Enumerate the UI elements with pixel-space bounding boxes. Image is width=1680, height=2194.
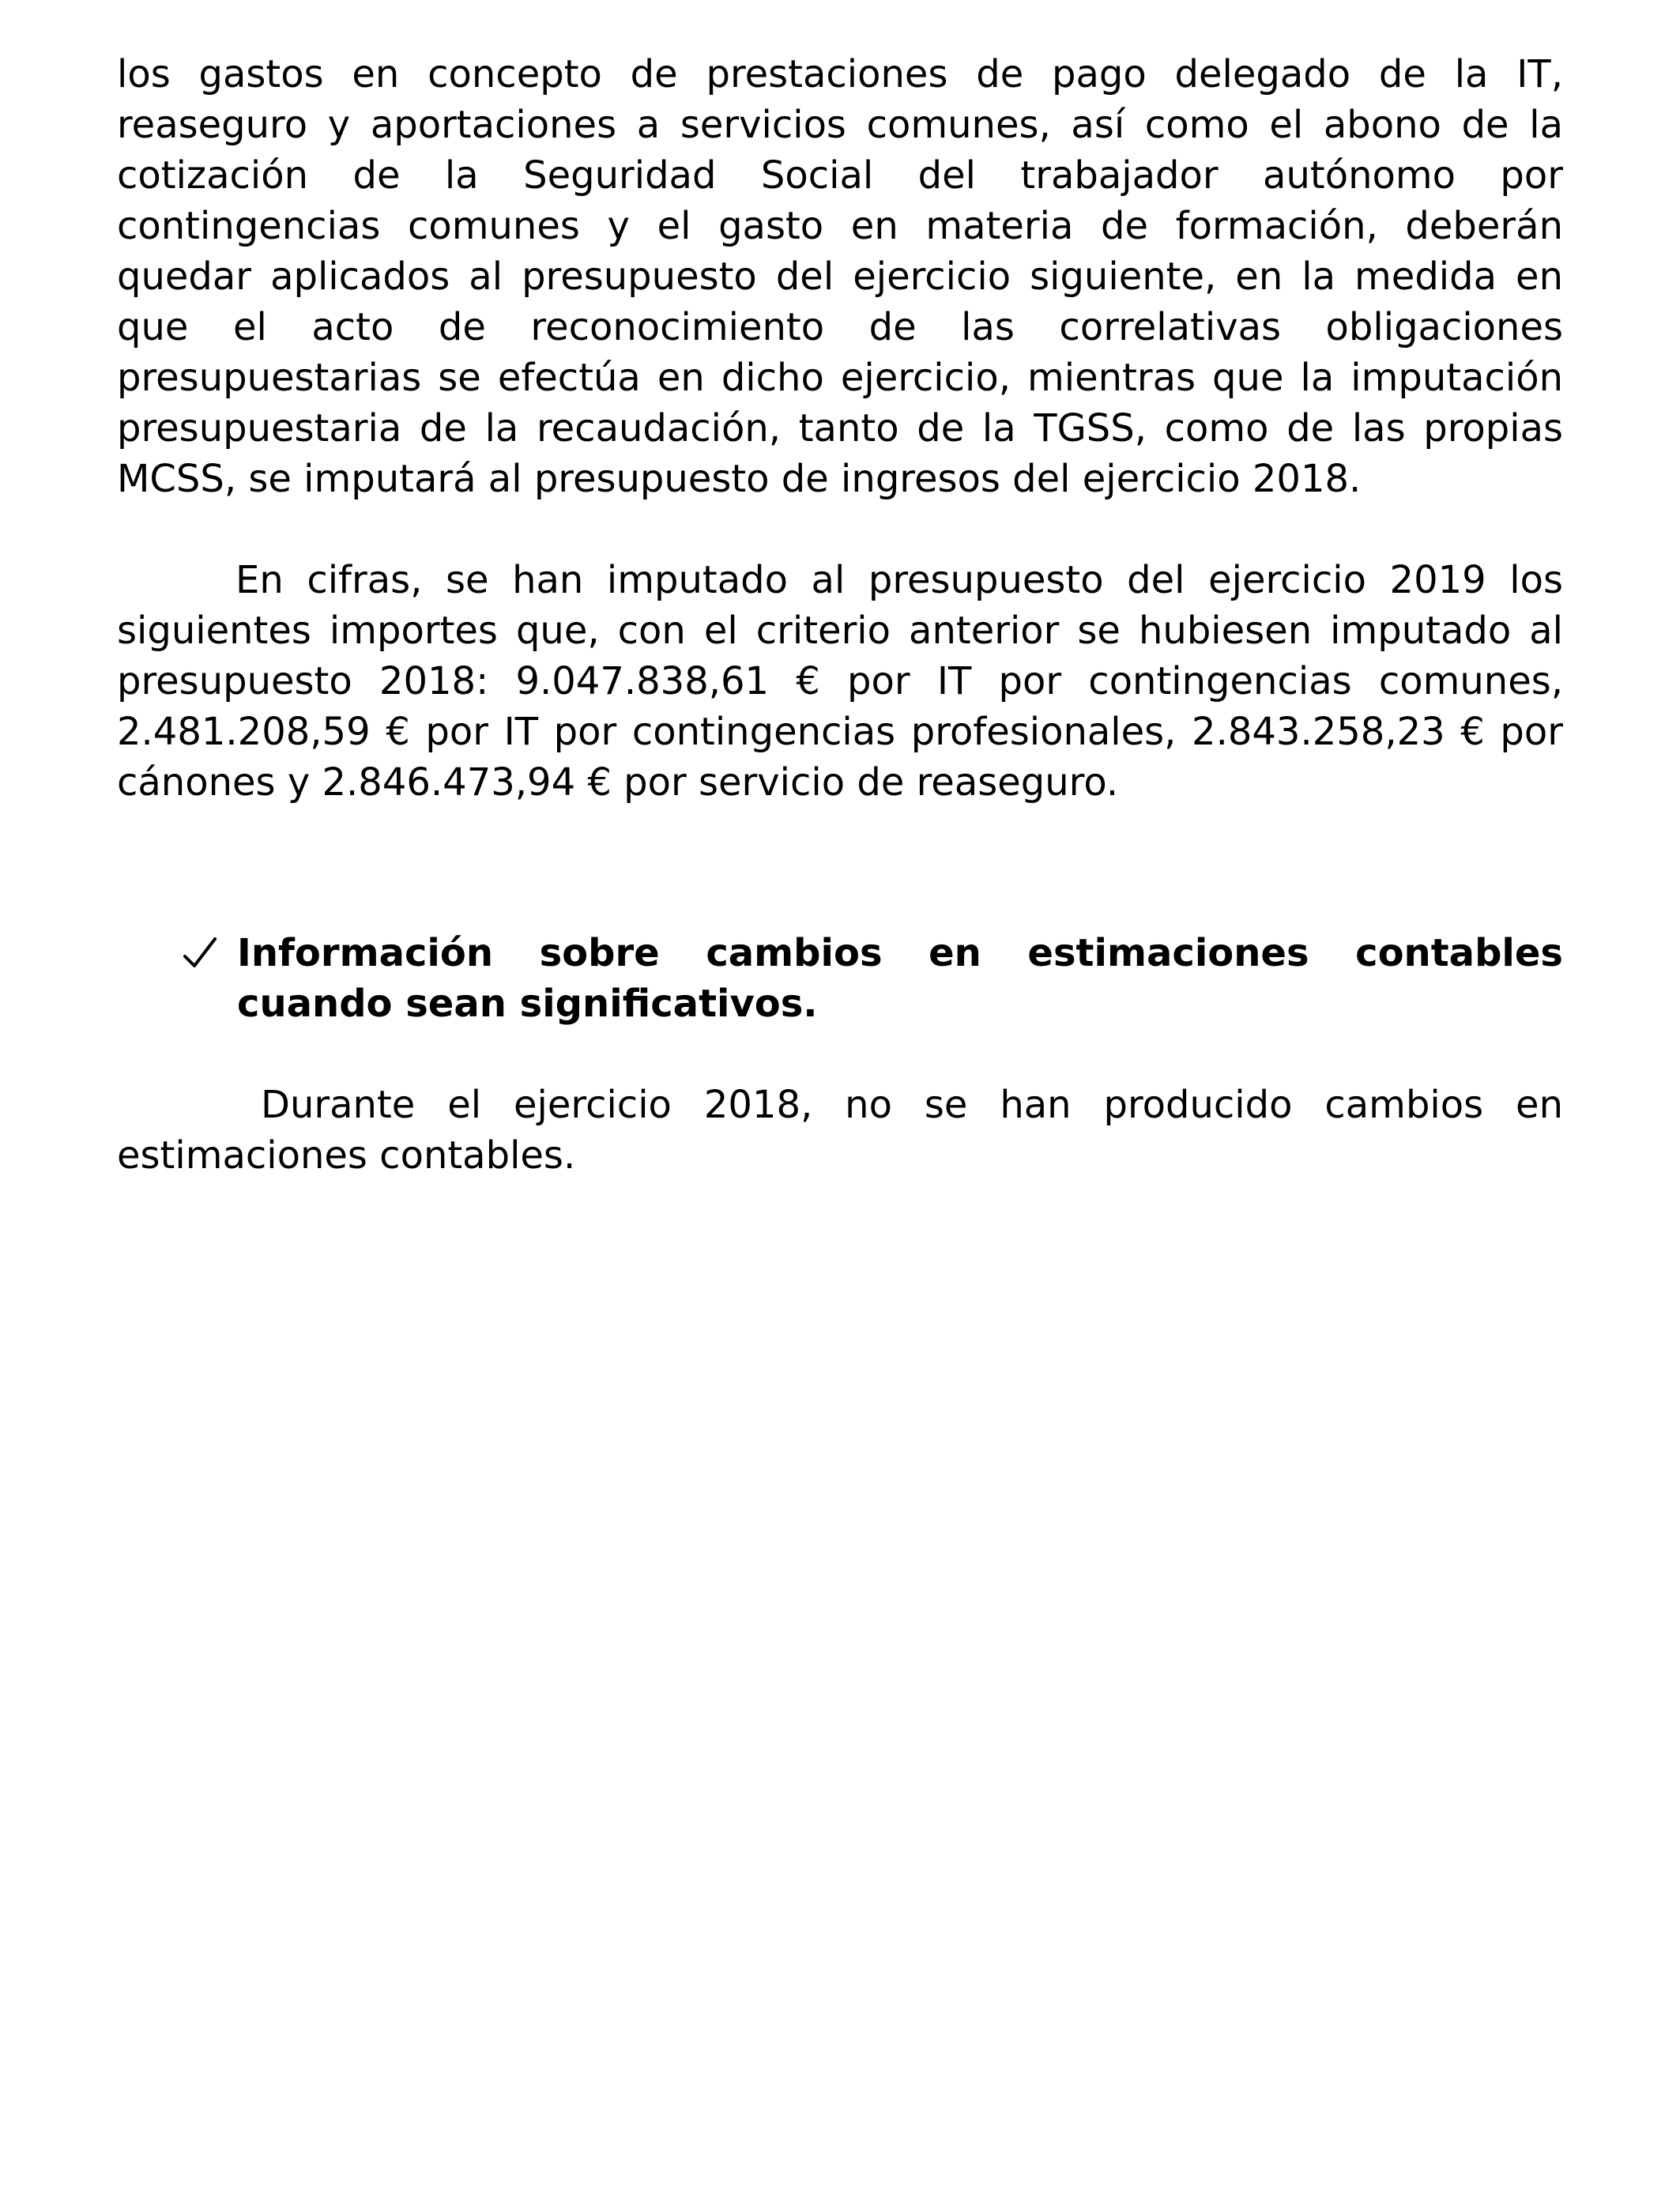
section-heading: Información sobre cambios en estimaciones contables cuando sean significativos. [237,931,1563,1026]
section-bullet [117,928,1563,1029]
paragraph-figures: En cifras, se han imputado al presupuesto del ejercicio 2019 los siguientes importes que, con el criterio anterior se hubiesen imputado al presupuesto 2018: 9.047.838,61 € por IT por contingencias comunes, 2.481.208,59 € por IT por contingencias profesionales, 2.843.258,23 € por cánones y 2.846.473,94 € por servicio de reaseguro. [117,558,1563,805]
paragraph-continuation: los gastos en concepto de prestaciones de pago delegado de la IT, reaseguro y aportaciones a servicios comunes, así como el abono de la cotización de la Seguridad Social del trabajador autónomo por contingencias comunes y el gasto en materia de formación, deberán quedar aplicados al presupuesto del ejercicio siguiente, en la medida en que el acto de reconocimiento de las correlativas obligaciones presupuestarias se efectúa en dicho ejercicio, mientras que la imputación presupuestaria de la recaudación, tanto de la TGSS, como de las propias MCSS, se imputará al presupuesto de ingresos del ejercicio 2018. [117,52,1563,501]
paragraph-section-body: Durante el ejercicio 2018, no se han producido cambios en estimaciones contables. [117,1083,1563,1178]
document-body [117,49,1563,1181]
checkmark-icon [180,928,220,978]
